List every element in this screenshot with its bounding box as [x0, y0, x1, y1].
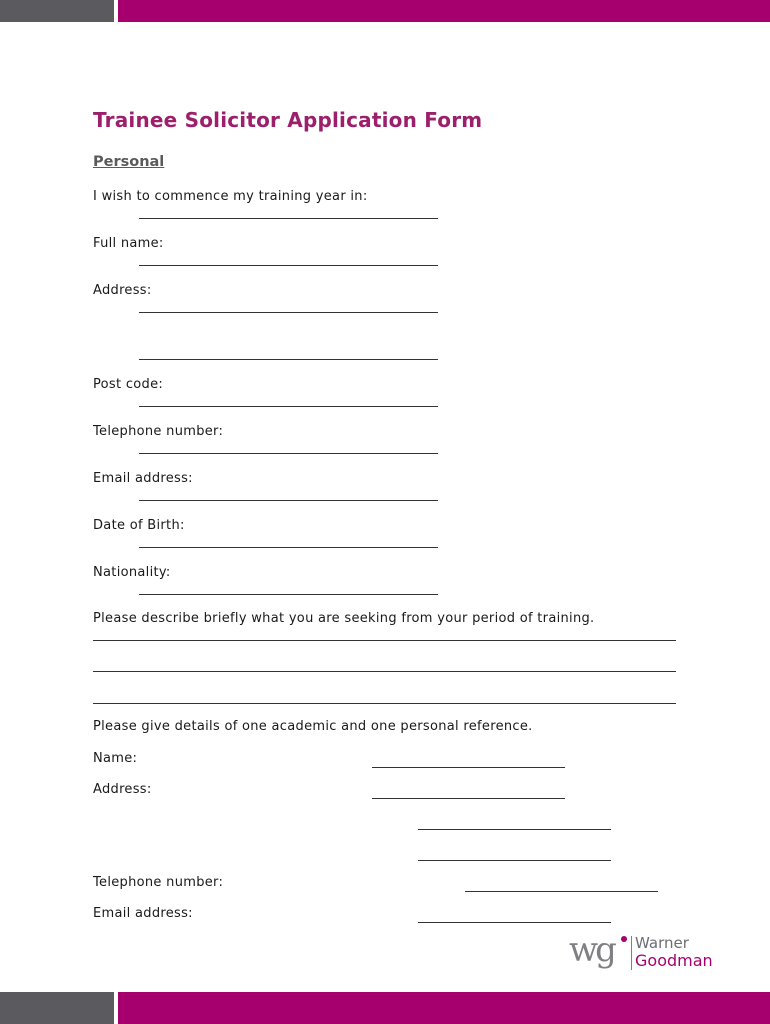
- commence-year-label: I wish to commence my training year in:: [93, 189, 368, 204]
- training-question: Please describe briefly what you are seeking from your period of training.: [93, 611, 595, 626]
- address-label: Address:: [93, 283, 152, 298]
- reference-address-line-3[interactable]: [418, 860, 611, 861]
- full-name-label: Full name:: [93, 236, 164, 251]
- reference-intro: Please give details of one academic and one personal reference.: [93, 719, 533, 734]
- logo-text-warner: Warner: [635, 934, 689, 952]
- nationality-label: Nationality:: [93, 565, 171, 580]
- address-line-2[interactable]: [139, 359, 438, 360]
- training-answer-line-2[interactable]: [93, 671, 676, 672]
- email-line[interactable]: [139, 500, 438, 501]
- telephone-line[interactable]: [139, 453, 438, 454]
- top-brand-bar: [0, 0, 770, 22]
- reference-email-label: Email address:: [93, 906, 193, 921]
- post-code-line[interactable]: [139, 406, 438, 407]
- email-label: Email address:: [93, 471, 193, 486]
- reference-address-label: Address:: [93, 782, 152, 797]
- reference-email-line[interactable]: [418, 922, 611, 923]
- reference-address-line-1[interactable]: [372, 798, 565, 799]
- address-line-1[interactable]: [139, 312, 438, 313]
- top-bar-grey-block: [0, 0, 114, 22]
- nationality-line[interactable]: [139, 594, 438, 595]
- date-of-birth-line[interactable]: [139, 547, 438, 548]
- logo-wg-mark: wg: [569, 930, 614, 970]
- logo-dot-icon: [621, 936, 627, 942]
- telephone-label: Telephone number:: [93, 424, 224, 439]
- reference-telephone-label: Telephone number:: [93, 875, 224, 890]
- date-of-birth-label: Date of Birth:: [93, 518, 185, 533]
- reference-name-line[interactable]: [372, 767, 565, 768]
- reference-name-label: Name:: [93, 751, 138, 766]
- logo-text-goodman: Goodman: [635, 951, 713, 970]
- training-answer-line-3[interactable]: [93, 703, 676, 704]
- bottom-brand-bar: [0, 992, 770, 1024]
- bottom-bar-magenta-block: [118, 992, 770, 1024]
- post-code-label: Post code:: [93, 377, 164, 392]
- commence-year-line[interactable]: [139, 218, 438, 219]
- reference-address-line-2[interactable]: [418, 829, 611, 830]
- full-name-line[interactable]: [139, 265, 438, 266]
- top-bar-magenta-block: [118, 0, 770, 22]
- reference-telephone-line[interactable]: [465, 891, 658, 892]
- bottom-bar-grey-block: [0, 992, 114, 1024]
- form-title: Trainee Solicitor Application Form: [93, 108, 483, 132]
- logo-divider: [631, 936, 632, 970]
- section-heading-personal: Personal: [93, 154, 165, 170]
- training-answer-line-1[interactable]: [93, 640, 676, 641]
